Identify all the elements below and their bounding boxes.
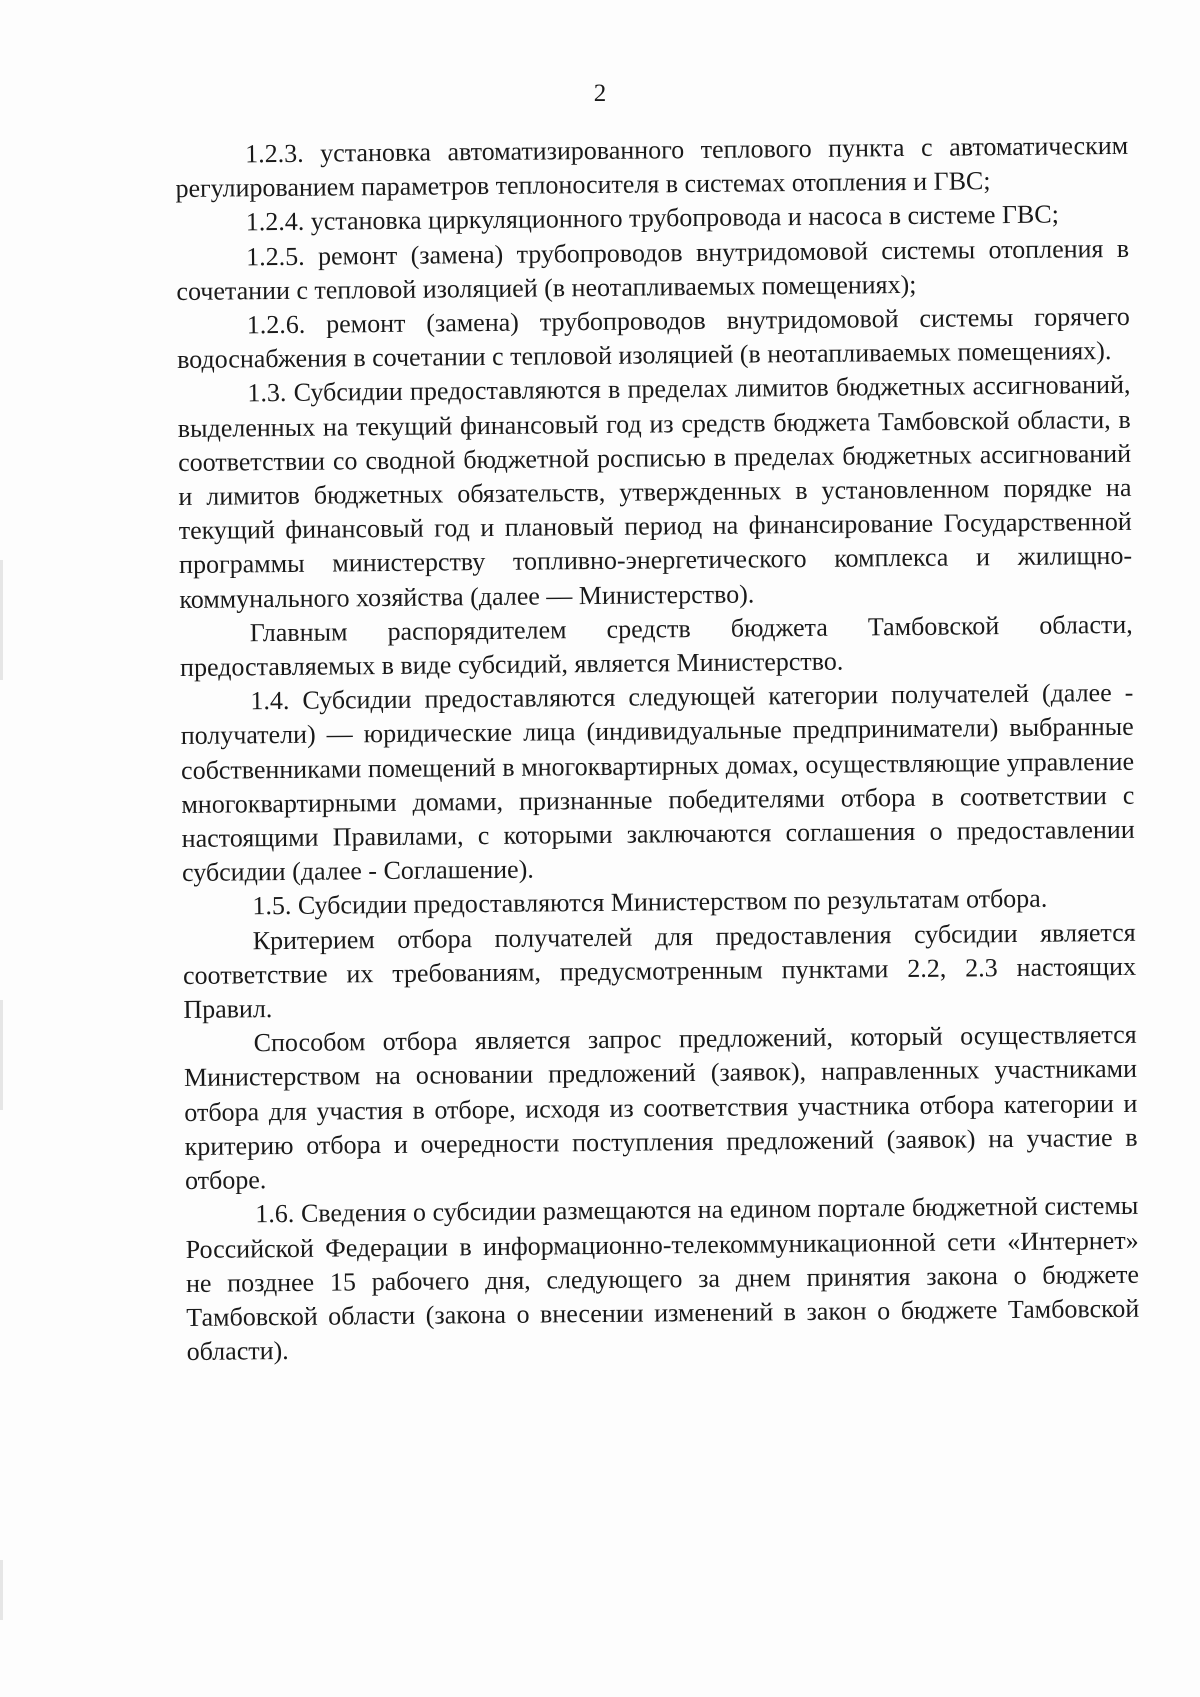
- paragraph-1-2-4: 1.2.4. установка циркуляционного трубопровода и насоса в системе ГВС;: [245, 199, 1060, 237]
- paragraph-selection-method: Способом отбора является запрос предложений, который осуществляется Министерством на основании предложений (заявок), направленных участниками отбора для участия в отборе, исходя из соответствия участника отбора категории и критерию отбора и очередности поступления предложений (заявок) на участие в отборе.: [183, 1020, 1138, 1196]
- document-body: [175, 129, 1140, 1369]
- paragraph-1-2-6: 1.2.6. ремонт (замена) трубопроводов внутридомовой системы горячего водоснабжения в сочетании с тепловой изоляцией (в неотапливаемых помещениях).: [176, 301, 1130, 375]
- paragraph-1-2-5: 1.2.5. ремонт (замена) трубопроводов внутридомовой системы отопления в сочетании с тепловой изоляцией (в неотапливаемых помещениях);: [176, 233, 1130, 306]
- paragraph-1-2-3: 1.2.3. установка автоматизированного теплового пункта с автоматическим регулированием параметров теплоносителя в системах отопления и ГВС;: [175, 130, 1129, 204]
- scan-edge-mark: [0, 1000, 3, 1110]
- scan-edge-mark: [0, 560, 3, 680]
- paragraph-1-3: 1.3. Субсидии предоставляются в пределах лимитов бюджетных ассигнований, выделенных на текущий финансовый год из средств бюджета Тамбовской области, в соответствии со сводной бюджетной росписью в пределах бюджетных ассигнований и лимитов бюджетных обязательств, утвержденных в установленном порядке на текущий финансовый год и плановый период на финансирование Государственной программы министерству топливно-энергетического комплекса и жилищно-коммунального хозяйства (далее — Министерство).: [177, 370, 1133, 614]
- paragraph-selection-criterion: Критерием отбора получателей для предоставления субсидии является соответствие их требованиям, предусмотренным пунктами 2.2, 2.3 настоящих Правил.: [182, 917, 1137, 1025]
- paragraph-main-administrator: Главным распорядителем средств бюджета Тамбовской области, предоставляемых в виде субсидий, является Министерство.: [179, 609, 1133, 683]
- scan-edge-mark: [0, 1560, 3, 1620]
- paragraph-1-6: 1.6. Сведения о субсидии размещаются на едином портале бюджетной системы Российской Федерации в информационно-телекоммуникационной сети «Интернет» не позднее 15 рабочего дня, следующего за днем принятия закона о бюджете Тамбовской области (закона о внесении изменений в закон о бюджете Тамбовской области).: [185, 1191, 1140, 1367]
- paragraph-1-4: 1.4. Субсидии предоставляются следующей категории получателей (далее - получатели) — юридические лица (индивидуальные предприниматели) выбранные собственниками помещений в многоквартирных домах, осуществляющие управление многоквартирными домами, признанные победителями отбора в соответствии с настоящими Правилами, с которыми заключаются соглашения о предоставлении субсидии (далее - Соглашение).: [180, 678, 1135, 888]
- page-number: 2: [593, 80, 607, 107]
- paragraph-1-5: 1.5. Субсидии предоставляются Министерством по результатам отбора.: [252, 884, 1048, 921]
